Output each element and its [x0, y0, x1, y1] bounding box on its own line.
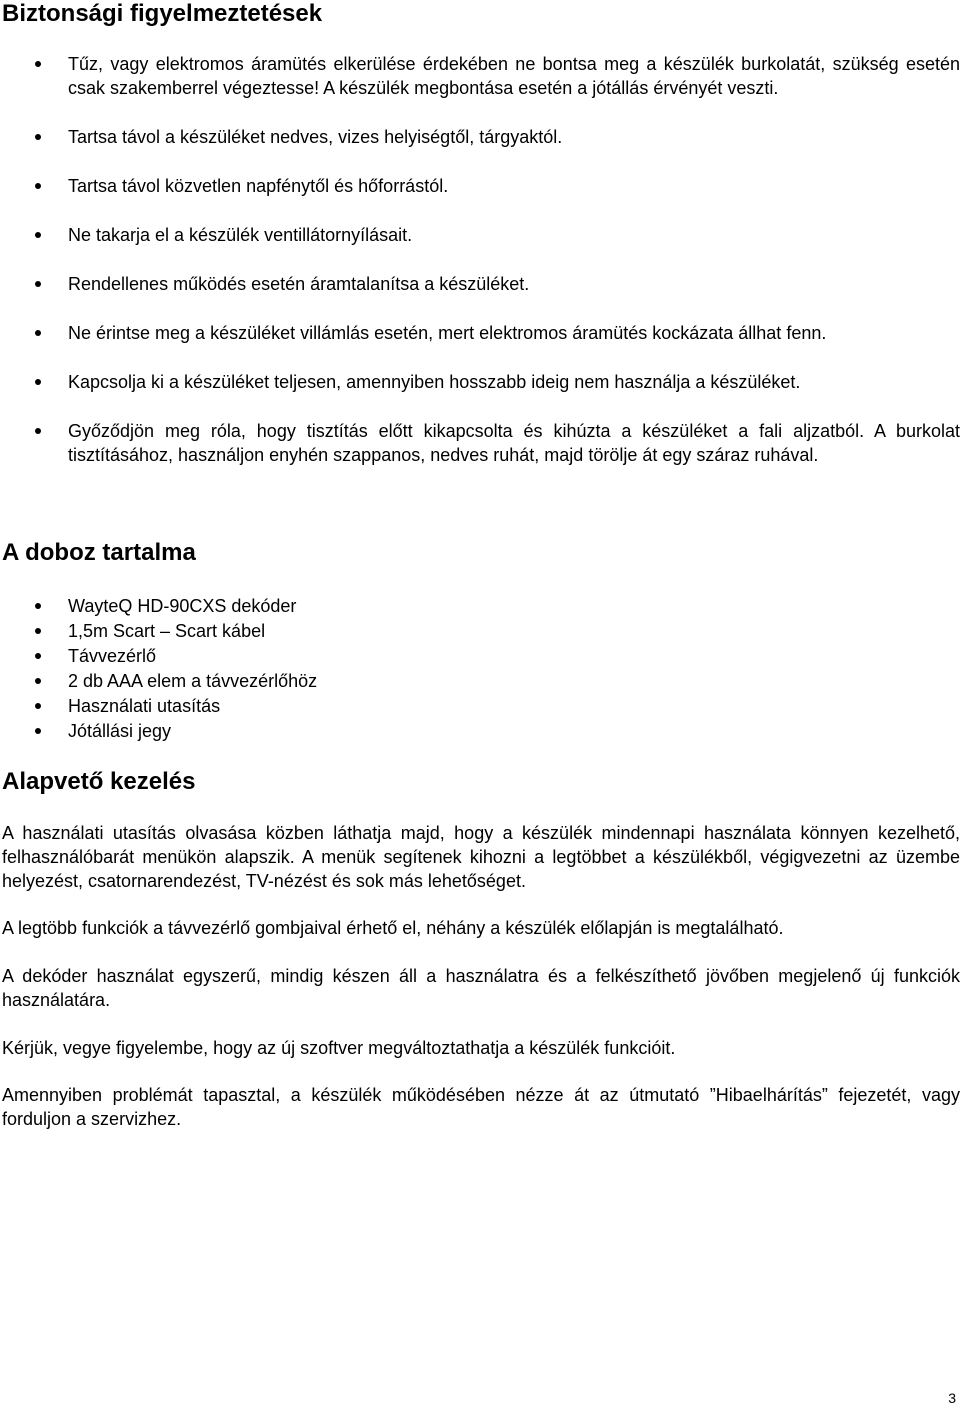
list-item: [0, 619, 960, 643]
bullet-icon: [35, 330, 41, 336]
bullet-icon: [35, 428, 41, 434]
list-item-text: Távvezérlő: [68, 646, 157, 666]
list-item: [0, 125, 960, 149]
bullet-icon: [35, 232, 41, 238]
bullet-icon: [35, 703, 41, 709]
section-title-safety: Biztonsági figyelmeztetések: [2, 0, 323, 27]
paragraph: A legtöbb funkciók a távvezérlő gombjaival érhető el, néhány a készülék előlapján is megtalálható.: [2, 918, 784, 938]
bullet-icon: [35, 134, 41, 140]
section-title-basic-operation: Alapvető kezelés: [2, 768, 196, 795]
page-number: 3: [948, 1390, 956, 1406]
paragraph: A dekóder használat egyszerű, mindig készen áll a használatra és a felkészíthető jövőben megjelenő új funkciók használatára.: [2, 966, 960, 1010]
list-item: [0, 644, 960, 668]
list-item: [0, 321, 960, 345]
list-item: [0, 52, 960, 100]
bullet-icon: [35, 379, 41, 385]
list-item: [0, 272, 960, 296]
paragraph: Amennyiben problémát tapasztal, a készülék működésében nézze át az útmutató ”Hibaelhárítás” fejezetét, vagy forduljon a szervizhez.: [2, 1085, 960, 1129]
list-item-text: Tűz, vagy elektromos áramütés elkerülése érdekében ne bontsa meg a készülék burkolatát, szükség esetén csak szakemberrel végeztesse! A készülék megbontása esetén a jótállás érvényét veszti.: [68, 54, 960, 98]
list-item-text: WayteQ HD-90CXS dekóder: [68, 596, 297, 616]
bullet-icon: [35, 183, 41, 189]
list-item-text: Győződjön meg róla, hogy tisztítás előtt kikapcsolta és kihúzta a készüléket a fali aljzatból. A burkolat tisztításához, használjon enyhén szappanos, nedves ruhát, majd törölje át egy száraz ruhával.: [68, 421, 960, 465]
list-item-text: Ne érintse meg a készüléket villámlás esetén, mert elektromos áramütés kockázata állhat fenn.: [68, 323, 827, 343]
list-item: [0, 174, 960, 198]
paragraph: A használati utasítás olvasása közben láthatja majd, hogy a készülék mindennapi használata könnyen kezelhető, felhasználóbarát menükön alapszik. A menük segítenek kihozni a legtöbbet a készülékből, végigvezetni az üzembe helyezést, csatornarendezést, TV-nézést és sok más lehetőséget.: [2, 823, 960, 891]
list-item-text: Rendellenes működés esetén áramtalanítsa a készüléket.: [68, 274, 530, 294]
list-item-text: Jótállási jegy: [68, 721, 172, 741]
paragraph: Kérjük, vegye figyelembe, hogy az új szoftver megváltoztathatja a készülék funkcióit.: [2, 1038, 676, 1058]
list-item: [0, 419, 960, 467]
list-item: [0, 719, 960, 743]
list-item: [0, 669, 960, 693]
bullet-icon: [35, 628, 41, 634]
section-title-box-contents: A doboz tartalma: [2, 539, 196, 566]
list-item-text: 2 db AAA elem a távvezérlőhöz: [68, 671, 318, 691]
list-item: [0, 223, 960, 247]
box-contents-list: [0, 594, 960, 744]
list-item-text: Tartsa távol a készüléket nedves, vizes helyiségtől, tárgyaktól.: [68, 127, 563, 147]
bullet-icon: [35, 653, 41, 659]
list-item-text: Ne takarja el a készülék ventillátornyílásait.: [68, 225, 413, 245]
list-item: [0, 594, 960, 618]
bullet-icon: [35, 728, 41, 734]
list-item-text: 1,5m Scart – Scart kábel: [68, 621, 266, 641]
list-item: [0, 370, 960, 394]
list-item: [0, 694, 960, 718]
bullet-icon: [35, 678, 41, 684]
list-item-text: Kapcsolja ki a készüléket teljesen, amennyiben hosszabb ideig nem használja a készüléket.: [68, 372, 801, 392]
bullet-icon: [35, 281, 41, 287]
list-item-text: Tartsa távol közvetlen napfénytől és hőforrástól.: [68, 176, 449, 196]
safety-list: [0, 52, 960, 492]
list-item-text: Használati utasítás: [68, 696, 221, 716]
bullet-icon: [35, 61, 41, 67]
bullet-icon: [35, 603, 41, 609]
